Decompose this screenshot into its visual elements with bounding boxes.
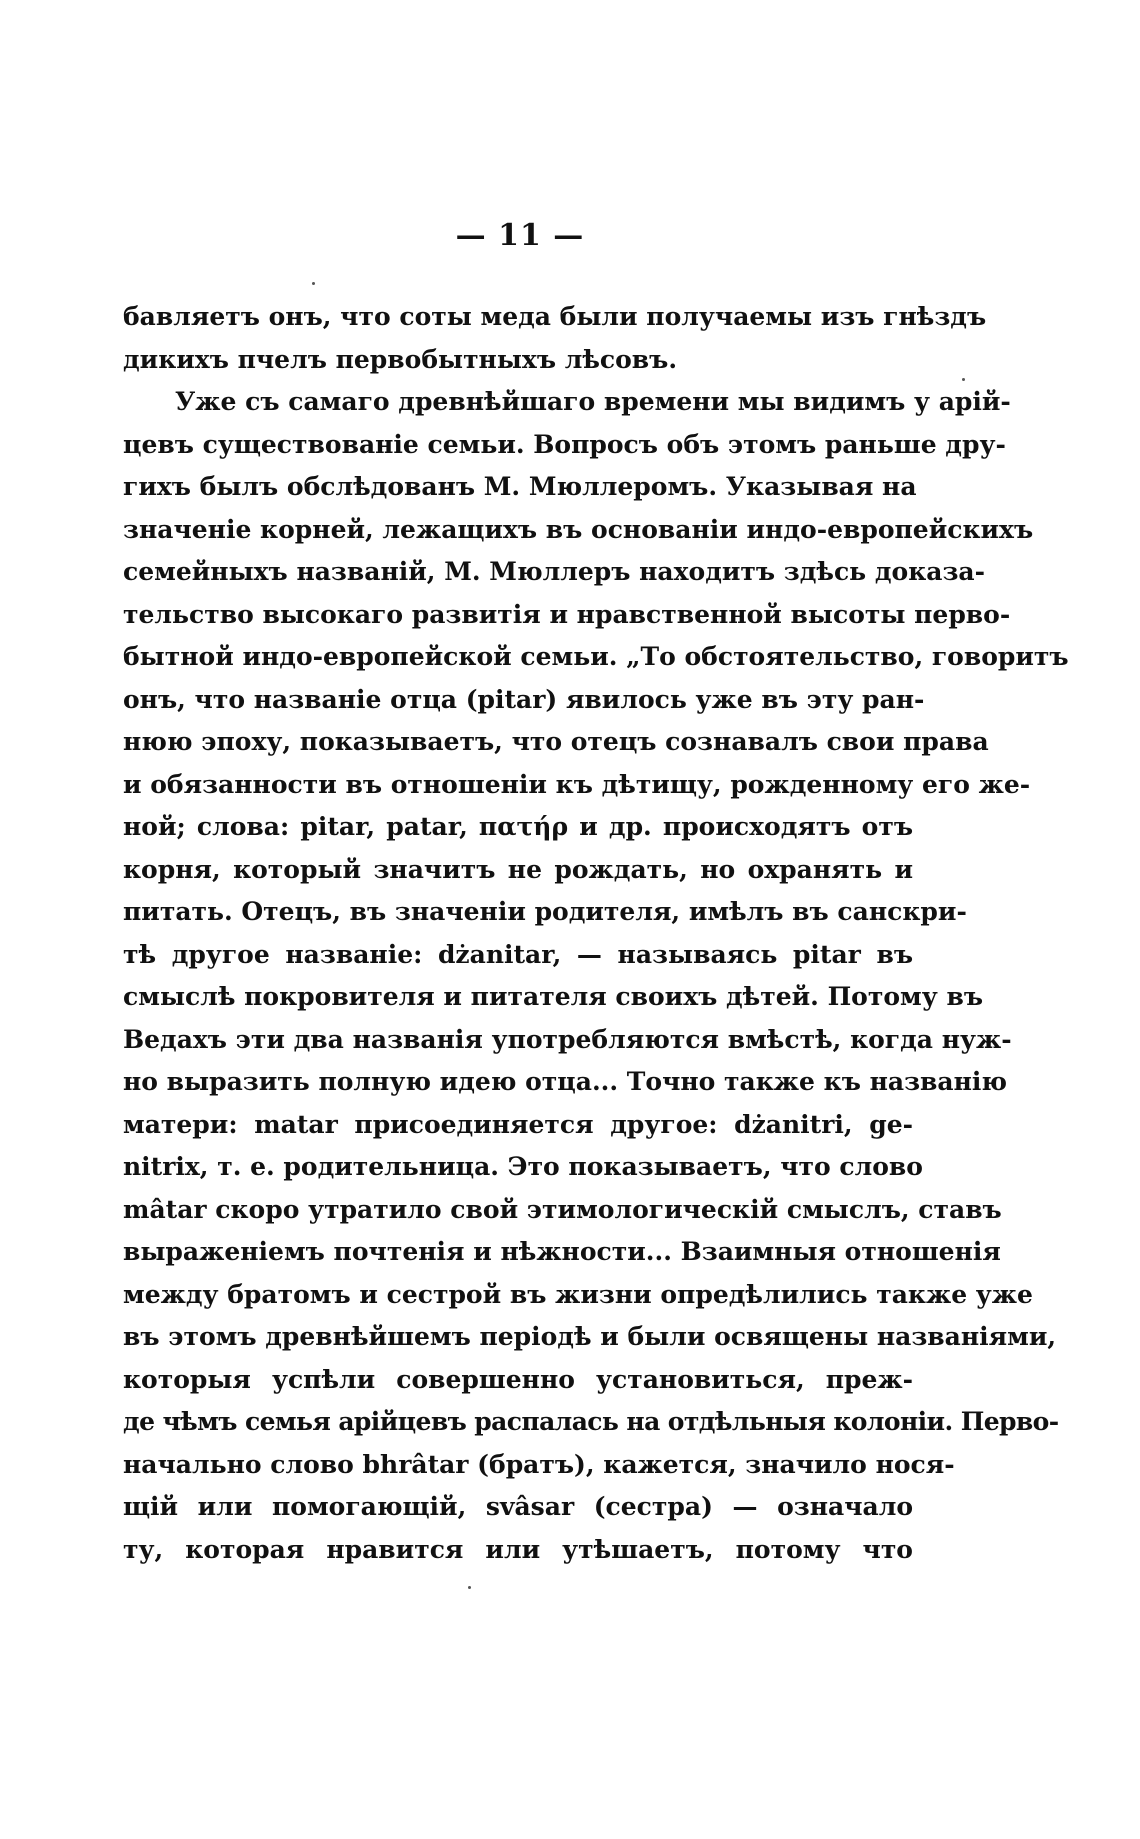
text-line: начально слово bhrâtar (братъ), кажется, значило нося-: [123, 1449, 955, 1479]
text-line: дикихъ пчелъ первобытныхъ лѣсовъ.: [123, 344, 678, 374]
text-line: которыя успѣли совершенно установиться, преж-: [123, 1364, 913, 1394]
text-line: ной; слова: pitar, patar, πατήρ и др. происходятъ отъ: [123, 812, 913, 841]
text-line: де чѣмъ семья арійцевъ распалась на отдѣльныя колоніи. Перво-: [123, 1407, 1059, 1436]
text-line: матери: matar присоединяется другое: dżanitri, ge-: [123, 1109, 913, 1139]
text-line: nitrix, т. е. родительница. Это показываетъ, что слово: [123, 1152, 923, 1181]
text-line: тельство высокаго развитія и нравственной высоты перво-: [123, 599, 1011, 629]
text-line: онъ, что названіе отца (pitar) явилось уже въ эту ран-: [123, 684, 925, 714]
text-line: тѣ другое названіе: dżanitar, — называясь pitar въ: [123, 939, 913, 969]
text-line: цевъ существованіе семьи. Вопросъ объ этомъ раньше дру-: [123, 429, 1006, 459]
text-line: значеніе корней, лежащихъ въ основаніи индо-европейскихъ: [123, 514, 1034, 544]
text-line: ту, которая нравится или утѣшаетъ, потому что: [123, 1534, 913, 1564]
text-line: питать. Отецъ, въ значеніи родителя, имѣлъ въ санскри-: [123, 897, 967, 926]
text-line: нюю эпоху, показываетъ, что отецъ сознавалъ свои права: [123, 727, 989, 756]
text-line: но выразить полную идею отца... Точно также къ названію: [123, 1067, 1008, 1096]
text-line: семейныхъ названій, М. Мюллеръ находитъ здѣсь доказа-: [123, 557, 985, 586]
text-line: mâtar скоро утратило свой этимологическій смыслъ, ставъ: [123, 1194, 1002, 1224]
text-line: Ведахъ эти два названія употребляются вмѣстѣ, когда нуж-: [123, 1024, 1012, 1054]
text-line: между братомъ и сестрой въ жизни опредѣлились также уже: [123, 1279, 1033, 1309]
text-line: гихъ былъ обслѣдованъ М. Мюллеромъ. Указывая на: [123, 472, 917, 501]
text-line: и обязанности въ отношеніи къ дѣтищу, рожденному его же-: [123, 769, 1031, 799]
body-text: [123, 296, 1069, 1571]
paper-speck: [312, 282, 315, 285]
text-line: бытной индо-европейской семьи. „То обстоятельство, говоритъ: [123, 642, 1069, 671]
text-line: смыслѣ покровителя и питателя своихъ дѣтей. Потому въ: [123, 982, 983, 1011]
text-line: выраженіемъ почтенія и нѣжности... Взаимныя отношенія: [123, 1237, 1001, 1266]
page-number: — 11 —: [455, 218, 585, 253]
paper-speck: [962, 378, 965, 381]
text-line: корня, который значитъ не рождать, но охранять и: [123, 854, 913, 884]
text-line: Уже съ самаго древнѣйшаго времени мы видимъ у арій-: [175, 387, 1011, 416]
text-line: въ этомъ древнѣйшемъ періодѣ и были освящены названіями,: [123, 1322, 1057, 1351]
text-line: щій или помогающій, svâsar (сестра) — означало: [123, 1492, 913, 1521]
text-line: бавляетъ онъ, что соты меда были получаемы изъ гнѣздъ: [123, 302, 987, 331]
paper-speck: [468, 1586, 471, 1589]
